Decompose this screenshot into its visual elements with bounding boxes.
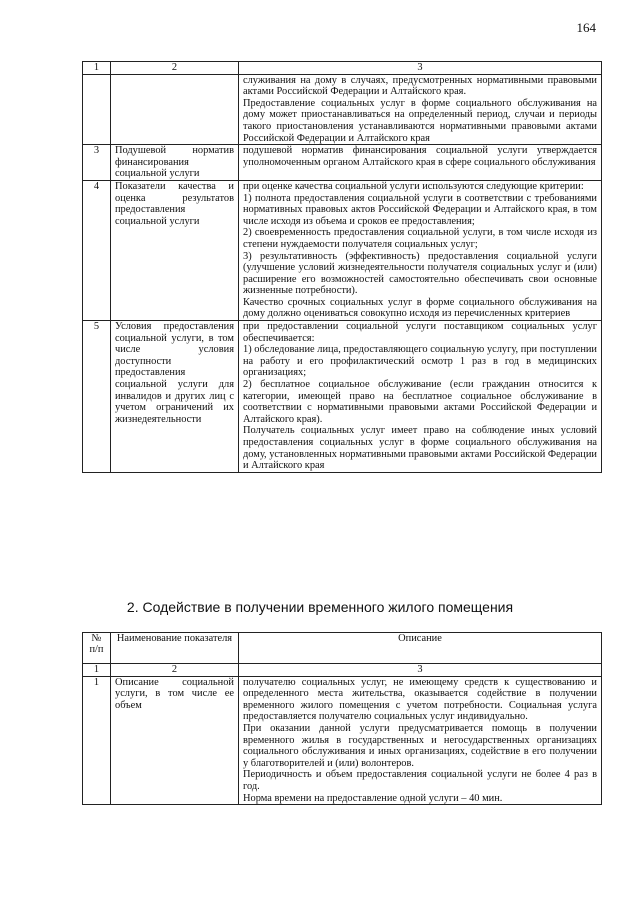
row-number: 1 [83, 676, 111, 805]
column-index-row [83, 62, 602, 75]
description-paragraph: При оказании данной услуги предусматривается помощь в получении временного жилья в государственных и негосударственных организациях социального обслуживания и иных организациях, содействие в его получении у благотворителей и (или) волонтеров. [243, 722, 597, 769]
description-paragraph: 3) результативность (эффективность) предоставления социальной услуги (улучшение условий жизнедеятельности получателя социальных услуг и (или) расширение его возможностей самостоятельно обеспечивать свои основные жизненные потребности). [243, 250, 597, 297]
temporary-housing-table [82, 632, 602, 805]
indicator-name [111, 74, 239, 145]
indicator-description [239, 145, 602, 181]
description-paragraph: Предоставление социальных услуг в форме социального обслуживания на дому может приостанавливаться на определенный период, случаи и периоды такого приостановления устанавливаются нормативными правовыми актами Российской Федерации и Алтайского края [243, 97, 597, 144]
row-number: 4 [83, 180, 111, 320]
header-indicator-name: Наименование показателя [111, 633, 239, 664]
column-index: 1 [83, 62, 111, 75]
table-row [83, 321, 602, 473]
indicator-name: Условия предоставления социальной услуги, в том числе условия доступности предоставления социальной услуги для инвалидов и других лиц с учетом ограничений их жизнедеятельности [111, 321, 239, 473]
description-paragraph: Получатель социальных услуг имеет право на соблюдение иных условий предоставления социальных услуг в форме социального обслуживания на дому, установленных нормативными правовыми актами Российской Федерации и Алтайского края [243, 425, 597, 472]
column-index: 1 [83, 664, 111, 677]
column-index-row [83, 664, 602, 677]
indicator-description [239, 321, 602, 473]
indicator-name: Подушевой норматив финансирования социальной услуги [111, 145, 239, 181]
description-paragraph: 2) бесплатное социальное обслуживание (если гражданин относится к категории, имеющей право на бесплатное социальное обслуживание в соответствии с нормативными правовыми актами Российской Федерации и Алтайского края). [243, 379, 597, 425]
description-paragraph: служивания на дому в случаях, предусмотренных нормативными правовыми актами Российской Федерации и Алтайского края. [243, 74, 597, 98]
description-paragraph: подушевой норматив финансирования социальной услуги утверждается уполномоченным органом Алтайского края в сфере социального обслуживания [243, 145, 597, 168]
description-paragraph: Норма времени на предоставление одной услуги – 40 мин. [243, 792, 503, 804]
indicator-description [239, 74, 602, 145]
table-row [83, 74, 602, 145]
services-table-continued [82, 61, 602, 473]
table-row [83, 676, 602, 805]
header-description: Описание [239, 633, 602, 664]
indicator-description [239, 676, 602, 805]
row-number [83, 74, 111, 145]
row-number: 5 [83, 321, 111, 473]
description-paragraph: Периодичность и объем предоставления социальной услуги не более 4 раз в год. [243, 769, 597, 792]
description-paragraph: при предоставлении социальной услуги поставщиком социальных услуг обеспечивается: [243, 321, 597, 344]
description-paragraph: Качество срочных социальных услуг в форме социального обслуживания на дому должно оцениваться совокупно исходя из перечисленных критериев [243, 296, 597, 320]
column-index: 3 [239, 62, 602, 75]
indicator-name: Показатели качества и оценка результатов предоставления социальной услуги [111, 180, 239, 320]
indicator-name: Описание социальной услуги, в том числе ее объем [111, 676, 239, 805]
column-index: 2 [111, 62, 239, 75]
column-index: 3 [239, 664, 602, 677]
page-number: 164 [576, 20, 596, 35]
description-paragraph: 1) полнота предоставления социальной услуги в соответствии с требованиями нормативных правовых актов Российской Федерации и Алтайского края, в том числе исходя из объема и сроков ее предоставления; [243, 192, 597, 227]
row-number: 3 [83, 145, 111, 181]
table-header-row [83, 633, 602, 664]
description-paragraph: 1) обследование лица, предоставляющего социальную услугу, при поступлении на работу и его профилактический осмотр 1 раз в год в медицинских организациях; [243, 344, 597, 379]
description-paragraph: получателю социальных услуг, не имеющему средств к существованию и определенного места жительства, оказывается содействие в получении временного жилого помещения с учетом потребности. Социальная услуга предоставляется получателю социальных услуг индивидуально. [243, 676, 597, 723]
table-row [83, 180, 602, 320]
description-paragraph: 2) своевременность предоставления социальной услуги, в том числе исходя из степени нуждаемости получателя социальных услуг; [243, 227, 597, 250]
indicator-description [239, 180, 602, 320]
column-index: 2 [111, 664, 239, 677]
table-row [83, 145, 602, 181]
description-paragraph: при оценке качества социальной услуги используются следующие критерии: [243, 180, 584, 192]
header-number: № п/п [83, 633, 111, 664]
section-title: 2. Содействие в получении временного жилого помещения [126, 599, 514, 615]
